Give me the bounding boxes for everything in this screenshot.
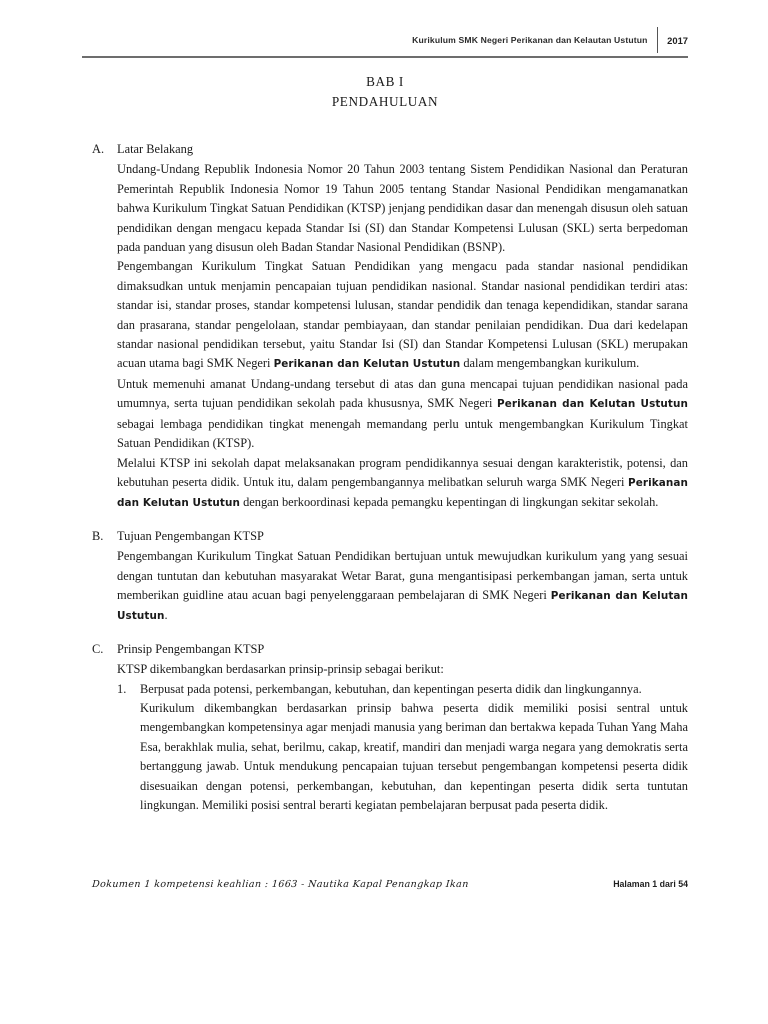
header-year: 2017: [667, 34, 688, 46]
document-body: [92, 140, 688, 815]
section-a: [92, 140, 688, 514]
section-a-title: Latar Belakang: [117, 142, 194, 156]
footer-document-reference: Dokumen 1 kompetensi keahlian : 1663 - Nautika Kapal Penangkap Ikan: [91, 879, 470, 890]
document-header: [82, 30, 688, 56]
paragraph-text-before: Pengembangan Kurikulum Tingkat Satuan Pendidikan bertujuan untuk mewujudkan kurikulum yang yang sesuai dengan tuntutan dan kebutuhan masyarakat Wetar Barat, guna mengantisipasi perkembangan jaman, serta untuk memberikan guidline atau acuan bagi penyelenggaraan pembelajaran di SMK Negeri: [117, 549, 688, 602]
header-title: Kurikulum SMK Negeri Perikanan dan Kelautan Ustutun: [412, 35, 648, 45]
paragraph-text-after: dengan berkoordinasi kepada pemangku kepentingan di lingkungan sekitar sekolah.: [239, 495, 659, 510]
paragraph-text-after: sebagai lembaga pendidikan tingkat menengah memandang perlu untuk mengembangkan Kurikulum Tingkat Satuan Pendidikan (KTSP).: [117, 416, 688, 451]
paragraph-text-after: dalam mengembangkan kurikulum.: [460, 356, 640, 371]
section-b-paragraph-1: [117, 547, 688, 627]
section-a-paragraph-2: [117, 257, 688, 374]
school-name-run: Perikanan dan Kelutan Ustutun: [273, 358, 461, 371]
section-c-letter: C.: [92, 641, 104, 656]
section-a-paragraph-3: [117, 375, 688, 454]
section-c-heading: [92, 640, 688, 659]
section-a-paragraph-4: [117, 454, 688, 514]
section-c: [92, 640, 688, 816]
school-name-run: Perikanan dan Kelutan Ustutun: [117, 476, 688, 510]
document-footer: [92, 879, 688, 890]
chapter-number: BAB I: [366, 74, 404, 89]
header-content: [412, 30, 688, 50]
section-a-letter: A.: [92, 142, 105, 156]
header-horizontal-rule: [82, 56, 688, 58]
section-c-body: [117, 660, 688, 679]
paragraph-text-before: Untuk memenuhi amanat Undang-undang tersebut di atas dan guna mencapai tujuan pendidikan nasional pada umumnya, serta tujuan pendidikan sekolah pada khususnya, SMK Negeri: [117, 376, 688, 411]
principles-list: [117, 680, 688, 816]
section-b: [92, 527, 688, 627]
school-name-run: Perikanan dan Kelutan Ustutun: [117, 589, 688, 623]
paragraph-text-before: Melalui KTSP ini sekolah dapat melaksanakan program pendidikannya sesuai dengan karakteristik, potensi, dan kebutuhan peserta didik. Untuk itu, dalam pengembangannya melibatkan seluruh warga SMK Negeri: [117, 455, 688, 489]
paragraph-text-after: .: [164, 608, 168, 623]
chapter-name: PENDAHULUAN: [331, 94, 439, 109]
list-item-lead: Berpusat pada potensi, perkembangan, kebutuhan, dan kepentingan peserta didik dan lingkungannya.: [140, 681, 642, 696]
section-b-letter: B.: [92, 528, 104, 543]
section-b-body: [117, 547, 688, 627]
list-item-content: [140, 680, 688, 816]
list-item-marker: 1.: [117, 681, 127, 696]
section-b-heading: [92, 527, 688, 546]
paragraph-text-before: Pengembangan Kurikulum Tingkat Satuan Pendidikan yang mengacu pada standar nasional pendidikan dimaksudkan untuk menjamin pencapaian tujuan pendidikan nasional. Standar nasional pendidikan terdiri atas: standar isi, standar proses, standar kompetensi lulusan, standar pendidik dan tenaga kependidikan, standar sarana dan prasarana, standar pengelolaan, standar pembiayaan, dan standar penilaian pendidikan. Dua dari kedelapan standar nasional pendidikan tersebut, yaitu Standar Isi (SI) dan Standar Kompetensi Lulusan (SKL) merupakan acuan utama bagi SMK Negeri: [117, 259, 688, 371]
school-name-run: Perikanan dan Kelutan Ustutun: [497, 398, 688, 411]
section-c-intro: KTSP dikembangkan berdasarkan prinsip-prinsip sebagai berikut:: [117, 662, 444, 677]
section-a-body: [117, 160, 688, 513]
section-spacer: [92, 627, 688, 640]
section-spacer: [92, 514, 688, 527]
chapter-title-block: [82, 72, 688, 112]
list-item: [117, 680, 688, 816]
section-b-title: Tujuan Pengembangan KTSP: [117, 528, 264, 543]
list-item-body: Kurikulum dikembangkan berdasarkan prinsip bahwa peserta didik memiliki posisi sentral untuk mengembangkan kompetensinya agar menjadi manusia yang beriman dan bertakwa kepada Tuhan Yang Maha Esa, berakhlak mulia, sehat, berilmu, cakap, kreatif, mandiri dan menjadi warga negara yang demokratis serta bertanggung jawab. Untuk mendukung pencapaian tujuan tersebut pengembangan kompetensi peserta didik disesuaikan dengan potensi, perkembangan, kebutuhan, dan kepentingan peserta didik serta tuntutan lingkungan. Memiliki posisi sentral berarti kegiatan pembelajaran berpusat pada peserta didik.: [140, 700, 688, 812]
section-c-title: Prinsip Pengembangan KTSP: [117, 641, 265, 656]
section-a-heading: [92, 140, 688, 159]
footer-page-number: Halaman 1 dari 54: [613, 879, 688, 889]
section-a-paragraph-1: Undang-Undang Republik Indonesia Nomor 20 Tahun 2003 tentang Sistem Pendidikan Nasional dan Peraturan Pemerintah Republik Indonesia Nomor 19 Tahun 2005 tentang Standar Nasional Pendidikan mengamanatkan bahwa Kurikulum Tingkat Satuan Pendidikan (KTSP) jenjang pendidikan dasar dan menengah disusun oleh satuan pendidikan dengan mengacu kepada Standar Isi (SI) dan Standar Kompetensi Lulusan (SKL) serta berpedoman pada panduan yang disusun oleh Badan Standar Nasional Pendidikan (BSNP).: [117, 162, 688, 255]
